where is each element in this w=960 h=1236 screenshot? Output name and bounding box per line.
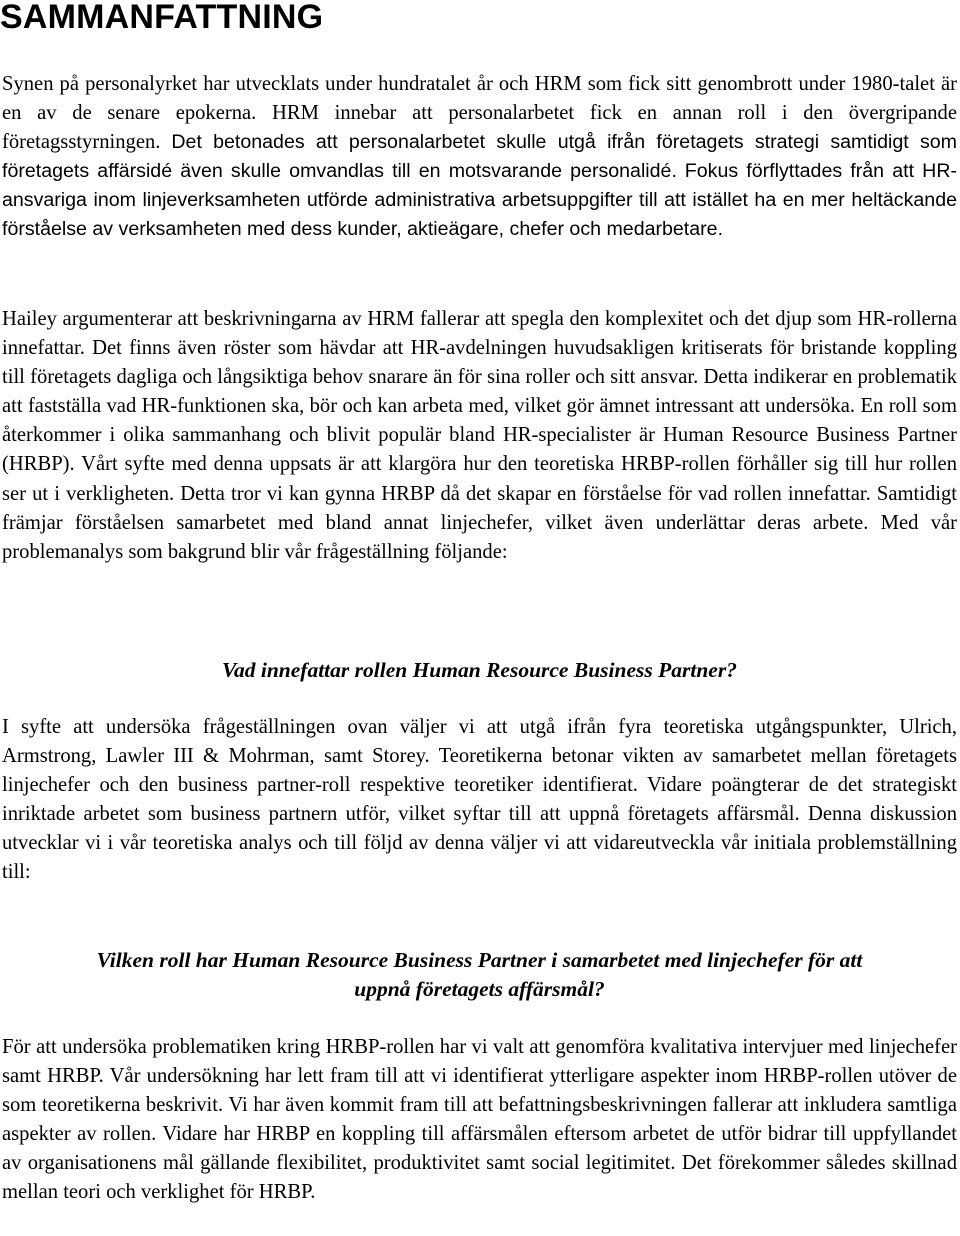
page-title: SAMMANFATTNING: [0, 0, 324, 36]
paragraph-1-sentence-2: Det betonades att personalarbetet skulle utgå ifrån företagets strategi samtidigt som företagets affärsidé även skulle omvandlas till en motsvarande personalidé.: [2, 131, 957, 183]
summary-paragraph-2: Hailey argumenterar att beskrivningarna av HRM fallerar att spegla den komplexitet och det djup som HR-rollerna innefattar. Det finns även röster som hävdar att HR-avdelningen huvudsakligen kritiserats för bristande koppling till företagets dagliga och långsiktiga behov snarare än för sina roller och sitt ansvar. Detta indikerar en problematik att fastställa vad HR-funktionen ska, bör och kan arbeta med, vilket gör ämnet intressant att undersöka. En roll som återkommer i olika sammanhang och blivit populär bland HR-specialister är Human Resource Business Partner (HRBP). Vårt syfte med denna uppsats är att klargöra hur den teoretiska HRBP-rollen förhåller sig till hur rollen ser ut i verkligheten. Detta tror vi kan gynna HRBP då det skapar en förståelse för vad rollen innefattar. Samtidigt främjar förståelsen samarbetet med bland annat linjechefer, vilket även underlättar deras arbete. Med vår problemanalys som bakgrund blir vår frågeställning följande:: [2, 308, 957, 563]
paragraph-1-sentence-1: Synen på personalyrket har utvecklats under hundratalet år och HRM som fick sitt genombrott under 1980-talet är en av de senare epokerna. HRM innebar att personalarbetet fick en annan roll i den övergripande företagsstyrningen.: [2, 73, 957, 154]
research-question-1: Vad innefattar rollen Human Resource Business Partner?: [222, 658, 737, 682]
summary-paragraph-3: I syfte att undersöka frågeställningen ovan väljer vi att utgå ifrån fyra teoretiska utgångspunkter, Ulrich, Armstrong, Lawler III & Mohrman, samt Storey. Teoretikerna betonar vikten av samarbetet mellan företagets linjechefer och den business partner-roll respektive teoretiker identifierat. Vidare poängterar de det strategiskt inriktade arbetet som business partnern utför, vilket syftar till att uppnå företagets affärsmål. Denna diskussion utvecklar vi i vår teoretiska analys och till följd av denna väljer vi att vidareutveckla vår initiala problemställning till:: [2, 716, 957, 884]
research-question-2-line-2: uppnå företagets affärsmål?: [354, 977, 605, 1001]
research-question-2-line-1: Vilken roll har Human Resource Business Partner i samarbetet med linjechefer för att: [96, 948, 863, 972]
summary-paragraph-4: För att undersöka problematiken kring HRBP-rollen har vi valt att genomföra kvalitativa intervjuer med linjechefer samt HRBP. Vår undersökning har lett fram till att vi identifierat ytterligare aspekter inom HRBP-rollen utöver de som teoretikerna beskrivit. Vi har även kommit fram till att befattningsbeskrivningen fallerar att inkludera samtliga aspekter av rollen. Vidare har HRBP en koppling till affärsmålen eftersom arbetet de utför bidrar till uppfyllandet av organisationens mål gällande flexibilitet, produktivitet samt social legitimitet. Det förekommer således skillnad mellan teori och verklighet för HRBP.: [2, 1036, 957, 1204]
summary-paragraph-1: [2, 70, 957, 245]
paragraph-1-sentence-3: Fokus förflyttades från att HR-ansvariga inom linjeverksamheten utförde administrativa arbetsuppgifter till att istället ha en mer heltäckande förståelse av verksamheten med dess kunder, aktieägare, chefer och medarbetare.: [2, 160, 958, 241]
research-question-2: [2, 946, 957, 1004]
